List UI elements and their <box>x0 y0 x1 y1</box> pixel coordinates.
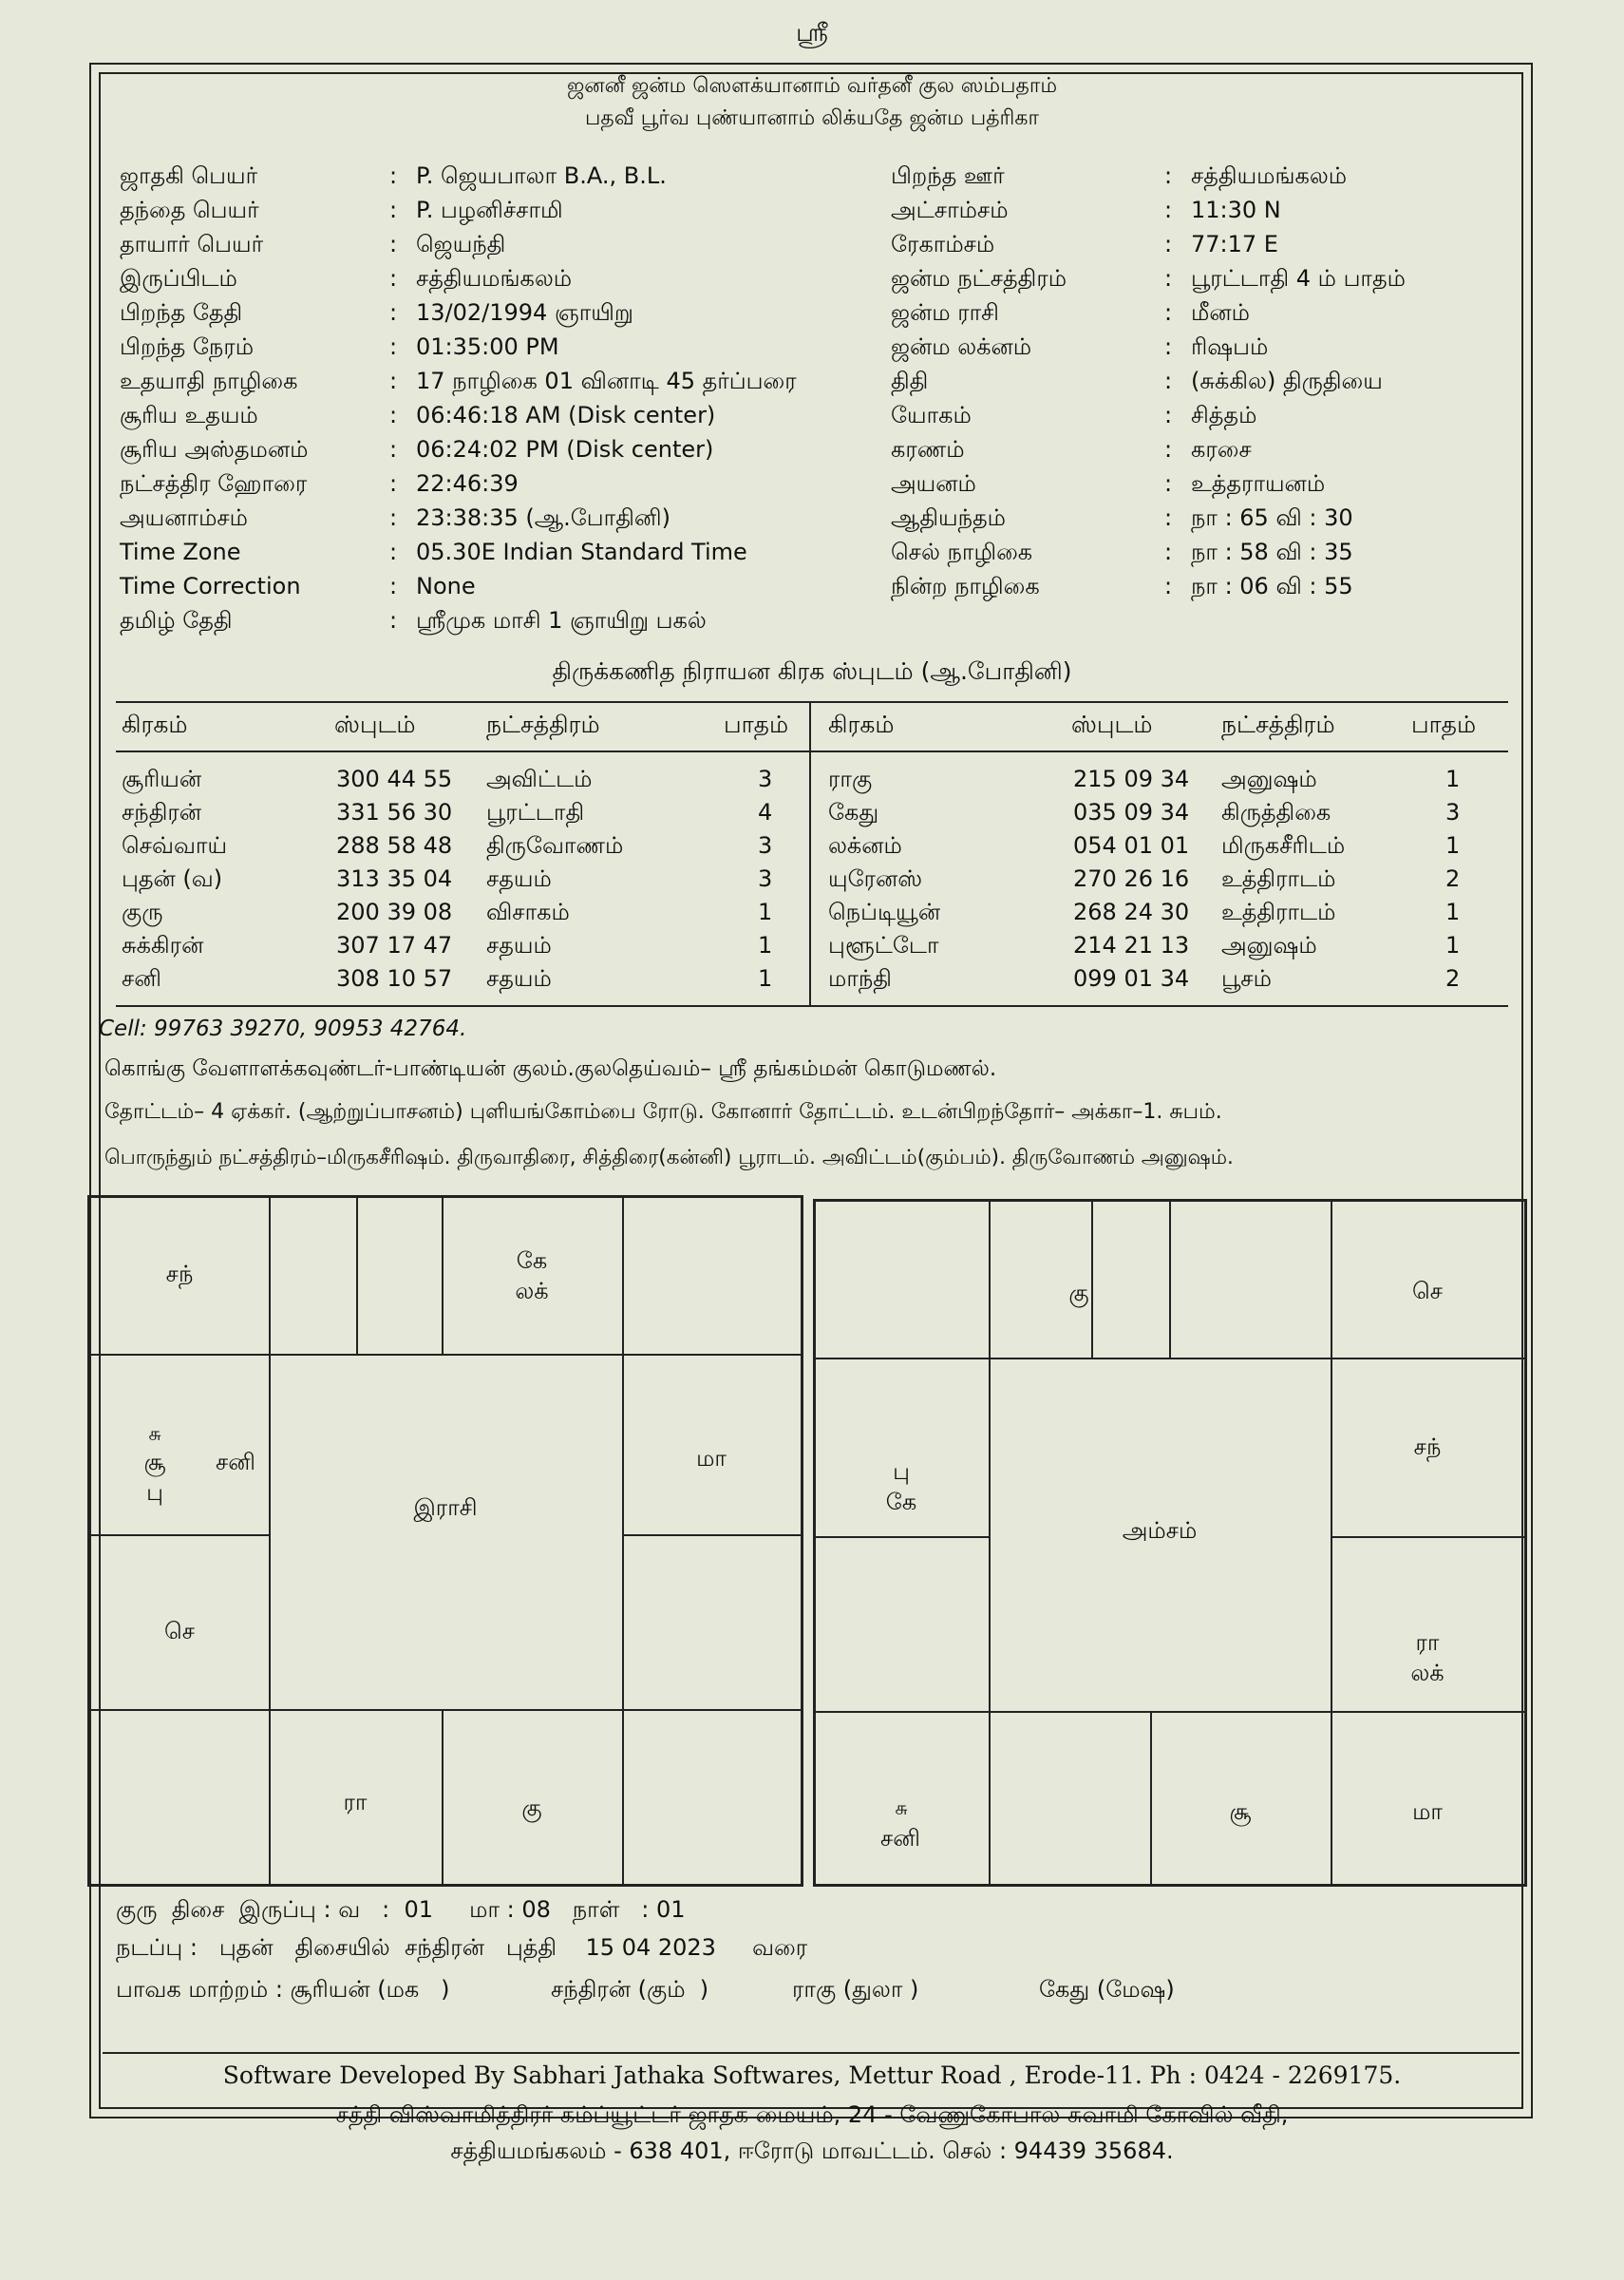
bhava-ketu: கேது (மேஷ) <box>1039 1976 1175 2003</box>
amsam-grid-line <box>816 1711 1524 1713</box>
info-value: 17 நாழிகை 01 வினாடி 45 தர்ப்பரை <box>416 368 797 394</box>
table-cell: 1 <box>1445 899 1461 925</box>
table-cell: கேது <box>828 799 879 826</box>
info-label: செல் நாழிகை <box>891 539 1033 565</box>
info-colon: : <box>389 333 398 360</box>
info-label: ஜன்ம ராசி <box>891 299 999 326</box>
header-line-1: ஜனனீ ஜன்ம ஸௌக்யானாம் வர்தனீ குல ஸம்பதாம் <box>566 74 1058 98</box>
rasi-house-12: சந் <box>165 1261 194 1287</box>
table-cell: அவிட்டம் <box>486 766 593 792</box>
amsam-grid-line <box>1331 1536 1524 1538</box>
info-colon: : <box>389 470 398 497</box>
rasi-house-11-mercury: பு <box>146 1479 163 1506</box>
table-cell: 1 <box>758 932 773 959</box>
info-label: சூரிய உதயம் <box>120 402 258 428</box>
info-value: 11:30 N <box>1191 197 1281 223</box>
info-colon: : <box>1164 436 1173 463</box>
info-label: பிறந்த ஊர் <box>891 162 1005 189</box>
amsam-house-6: சூ <box>1229 1798 1252 1825</box>
rasi-grid-line <box>90 1534 269 1536</box>
info-colon: : <box>1164 368 1173 394</box>
amsam-center-label: அம்சம் <box>1122 1517 1198 1544</box>
bhava-rahu: ராகு (துலா ) <box>792 1976 919 2003</box>
info-colon: : <box>389 436 398 463</box>
info-colon: : <box>1164 299 1173 326</box>
cell-numbers: Cell: 99763 39270, 90953 42764. <box>99 1016 467 1041</box>
info-label: சூரிய அஸ்தமனம் <box>120 436 309 463</box>
info-value: நா : 65 வி : 30 <box>1191 504 1353 531</box>
rasi-house-2-lagna: லக் <box>515 1278 549 1304</box>
current-period: நடப்பு : புதன் திசையில் சந்திரன் புத்தி 15 04 2023 வரை <box>116 1934 808 1961</box>
table-bottom-rule <box>116 1005 1508 1007</box>
info-label: ஆதியந்தம் <box>891 504 1006 531</box>
table-header: கிரகம் <box>122 711 188 738</box>
amsam-house-4-lagna: லக் <box>1410 1660 1445 1686</box>
table-header: நட்சத்திரம் <box>1221 711 1335 738</box>
info-colon: : <box>1164 504 1173 531</box>
info-label: தந்தை பெயர் <box>120 197 259 223</box>
info-label: தமிழ் தேதி <box>120 607 233 634</box>
table-cell: செவ்வாய் <box>122 832 228 859</box>
table-header-rule <box>116 750 1508 752</box>
table-cell: 1 <box>1445 932 1461 959</box>
amsam-house-4-rahu: ரா <box>1415 1629 1440 1656</box>
table-cell: அனுஷம் <box>1221 932 1317 959</box>
info-value: ஜெயந்தி <box>416 231 506 257</box>
table-cell: பூசம் <box>1221 965 1272 992</box>
amsam-house-2: செ <box>1412 1278 1443 1304</box>
table-cell: உத்திராடம் <box>1221 899 1336 925</box>
table-cell: 331 56 30 <box>336 799 453 826</box>
table-cell: திருவோணம் <box>486 832 624 859</box>
rasi-house-11-saturn: சனி <box>216 1449 255 1475</box>
info-value: சத்தியமங்கலம் <box>1191 162 1348 189</box>
table-cell: 2 <box>1445 965 1461 992</box>
info-colon: : <box>389 402 398 428</box>
info-value: ரிஷபம் <box>1191 333 1269 360</box>
table-cell: ராகு <box>828 766 873 792</box>
info-value: மீனம் <box>1191 299 1250 326</box>
info-value: (சுக்கில) திருதியை <box>1191 368 1383 394</box>
table-cell: சந்திரன் <box>122 799 202 826</box>
table-cell: மாந்தி <box>828 965 892 992</box>
amsam-house-11-mercury: பு <box>893 1458 910 1485</box>
amsam-grid-line <box>1169 1202 1171 1358</box>
info-colon: : <box>1164 197 1173 223</box>
rasi-house-2-ketu: கே <box>516 1247 548 1274</box>
amsam-grid-line <box>816 1536 989 1538</box>
table-top-rule <box>116 701 1508 703</box>
sri-heading: ஸ்ரீ <box>796 19 828 48</box>
rasi-house-11-sun: சூ <box>143 1449 166 1475</box>
info-label: பிறந்த தேதி <box>120 299 243 326</box>
info-value: 23:38:35 (ஆ.போதினி) <box>416 504 670 531</box>
table-cell: யுரேனஸ் <box>828 865 923 892</box>
info-label: ரேகாம்சம் <box>891 231 995 257</box>
info-value: நா : 58 வி : 35 <box>1191 539 1353 565</box>
info-value: None <box>416 573 476 599</box>
info-colon: : <box>1164 333 1173 360</box>
info-value: 06:24:02 PM (Disk center) <box>416 436 714 463</box>
info-colon: : <box>1164 573 1173 599</box>
info-value: நா : 06 வி : 55 <box>1191 573 1353 599</box>
table-cell: 300 44 55 <box>336 766 453 792</box>
info-colon: : <box>1164 162 1173 189</box>
rasi-grid-line <box>90 1354 801 1356</box>
info-value: 13/02/1994 ஞாயிறு <box>416 299 633 326</box>
matching-stars-note: பொருந்தும் நட்சத்திரம்–மிருகசீரிஷம். திருவாதிரை, சித்திரை(கன்னி) பூராடம். அவிட்டம்(கும்பம்). திருவோணம் அனுஷம். <box>104 1146 1234 1169</box>
table-cell: 1 <box>758 899 773 925</box>
amsam-house-11-ketu: கே <box>885 1489 917 1515</box>
table-cell: 035 09 34 <box>1073 799 1190 826</box>
amsam-house-12: கு <box>1068 1280 1089 1306</box>
table-cell: 288 58 48 <box>336 832 453 859</box>
info-colon: : <box>1164 402 1173 428</box>
info-value: ஸ்ரீமுக மாசி 1 ஞாயிறு பகல் <box>416 607 707 634</box>
info-label: நின்ற நாழிகை <box>891 573 1040 599</box>
info-value: கரசை <box>1191 436 1252 463</box>
table-cell: சதயம் <box>486 865 552 892</box>
table-cell: 200 39 08 <box>336 899 453 925</box>
info-colon: : <box>389 504 398 531</box>
info-value: P. ஜெயபாலா B.A., B.L. <box>416 162 667 189</box>
table-cell: 054 01 01 <box>1073 832 1190 859</box>
planet-table-title: திருக்கணித நிராயன கிரக ஸ்புடம் (ஆ.போதினி) <box>552 657 1072 685</box>
header-line-2: பதவீ பூர்வ புண்யானாம் லிக்யதே ஜன்ம பத்ரிகா <box>585 106 1039 130</box>
table-cell: லக்னம் <box>828 832 902 859</box>
rasi-grid-line <box>90 1709 801 1711</box>
amsam-house-3: சந் <box>1413 1434 1442 1460</box>
table-cell: சனி <box>122 965 161 992</box>
table-cell: மிருகசீரிடம் <box>1221 832 1346 859</box>
info-label: அயனம் <box>891 470 976 497</box>
table-cell: 2 <box>1445 865 1461 892</box>
community-note: கொங்கு வேளாளக்கவுண்டர்-பாண்டியன் குலம்.குலதெய்வம்– ஸ்ரீ தங்கம்மன் கொடுமணல். <box>104 1056 997 1081</box>
table-cell: நெப்டியூன் <box>828 899 941 925</box>
info-colon: : <box>389 162 398 189</box>
bhava-change: பாவக மாற்றம் : சூரியன் (மக ) <box>116 1976 450 2003</box>
info-value: 06:46:18 AM (Disk center) <box>416 402 716 428</box>
info-label: ஜன்ம நட்சத்திரம் <box>891 265 1067 292</box>
rasi-house-11-venus: சு <box>148 1422 161 1445</box>
table-cell: 270 26 16 <box>1073 865 1190 892</box>
info-colon: : <box>389 231 398 257</box>
table-header: பாதம் <box>1411 711 1477 738</box>
table-cell: புதன் (வ) <box>122 865 223 892</box>
info-colon: : <box>389 299 398 326</box>
info-label: இருப்பிடம் <box>120 265 237 292</box>
rasi-grid-line <box>269 1198 271 1884</box>
table-cell: 099 01 34 <box>1073 965 1190 992</box>
center-city-phone: சத்தியமங்கலம் - 638 401, ஈரோடு மாவட்டம். செல் : 94439 35684. <box>450 2138 1174 2164</box>
table-cell: விசாகம் <box>486 899 570 925</box>
table-cell: 308 10 57 <box>336 965 453 992</box>
amsam-house-9-saturn: சனி <box>880 1825 920 1852</box>
table-cell: கிருத்திகை <box>1221 799 1331 826</box>
amsam-chart <box>813 1199 1527 1887</box>
info-label: கரணம் <box>891 436 965 463</box>
rasi-house-8: ரா <box>343 1789 368 1815</box>
info-label: Time Correction <box>120 573 301 599</box>
info-value: 05.30E Indian Standard Time <box>416 539 747 565</box>
dasa-balance: குரு திசை இருப்பு : வ : 01 மா : 08 நாள் : 01 <box>116 1896 686 1923</box>
rasi-house-10: செ <box>164 1618 195 1644</box>
info-label: யோகம் <box>891 402 972 428</box>
rasi-chart <box>87 1195 803 1887</box>
info-value: 22:46:39 <box>416 470 519 497</box>
table-cell: சதயம் <box>486 932 552 959</box>
table-cell: 313 35 04 <box>336 865 453 892</box>
info-label: நட்சத்திர ஹோரை <box>120 470 308 497</box>
info-label: அட்சாம்சம் <box>891 197 1009 223</box>
rasi-house-3: மா <box>696 1445 727 1472</box>
info-label: பிறந்த நேரம் <box>120 333 255 360</box>
info-colon: : <box>1164 470 1173 497</box>
table-cell: குரு <box>122 899 163 925</box>
table-header: ஸ்புடம் <box>334 711 416 738</box>
info-value: பூரட்டாதி 4 ம் பாதம் <box>1191 265 1406 292</box>
table-cell: உத்திராடம் <box>1221 865 1336 892</box>
table-header: ஸ்புடம் <box>1071 711 1153 738</box>
table-cell: 4 <box>758 799 773 826</box>
table-cell: 1 <box>758 965 773 992</box>
info-colon: : <box>1164 265 1173 292</box>
center-address: சத்தி விஸ்வாமித்திரர் கம்ப்யூட்டர் ஜாதக மையம், 24 - வேணுகோபால சுவாமி கோவில் வீதி, <box>335 2101 1289 2128</box>
table-cell: புளூட்டோ <box>828 932 939 959</box>
info-colon: : <box>389 607 398 634</box>
info-colon: : <box>389 573 398 599</box>
info-colon: : <box>389 368 398 394</box>
info-colon: : <box>389 539 398 565</box>
property-note: தோட்டம்– 4 ஏக்கர். (ஆற்றுப்பாசனம்) புளியங்கோம்பை ரோடு. கோனார் தோட்டம். உடன்பிறந்தோர்– அக்கா–1. சுபம். <box>104 1100 1222 1124</box>
amsam-house-5: மா <box>1412 1798 1443 1825</box>
table-header: நட்சத்திரம் <box>486 711 600 738</box>
amsam-house-9-venus: சு <box>895 1796 908 1819</box>
info-value: சத்தியமங்கலம் <box>416 265 573 292</box>
table-cell: 3 <box>758 832 773 859</box>
rasi-center-label: இராசி <box>413 1494 478 1521</box>
table-divider <box>809 701 811 1005</box>
software-credit: Software Developed By Sabhari Jathaka Softwares, Mettur Road , Erode-11. Ph : 0424 - 2269175. <box>222 2062 1402 2089</box>
info-label: அயனாம்சம் <box>120 504 248 531</box>
table-cell: அனுஷம் <box>1221 766 1317 792</box>
table-cell: 1 <box>1445 832 1461 859</box>
bhava-moon: சந்திரன் (கும் ) <box>551 1976 709 2003</box>
amsam-grid-line <box>816 1358 1524 1359</box>
table-cell: சதயம் <box>486 965 552 992</box>
info-colon: : <box>1164 231 1173 257</box>
table-cell: 268 24 30 <box>1073 899 1190 925</box>
info-label: தாயார் பெயர் <box>120 231 264 257</box>
info-label: உதயாதி நாழிகை <box>120 368 298 394</box>
rasi-grid-line <box>356 1198 358 1354</box>
info-label: Time Zone <box>120 539 241 565</box>
table-cell: 3 <box>758 865 773 892</box>
table-cell: பூரட்டாதி <box>486 799 585 826</box>
info-colon: : <box>389 265 398 292</box>
table-cell: 3 <box>758 766 773 792</box>
table-cell: 215 09 34 <box>1073 766 1190 792</box>
rasi-house-7: கு <box>521 1795 542 1821</box>
info-colon: : <box>389 197 398 223</box>
info-label: ஜன்ம லக்னம் <box>891 333 1032 360</box>
table-header: பாதம் <box>724 711 789 738</box>
info-value: உத்தராயனம் <box>1191 470 1326 497</box>
info-value: 77:17 E <box>1191 231 1278 257</box>
info-label: ஜாதகி பெயர் <box>120 162 258 189</box>
info-value: சித்தம் <box>1191 402 1257 428</box>
table-cell: 3 <box>1445 799 1461 826</box>
table-header: கிரகம் <box>828 711 895 738</box>
info-colon: : <box>1164 539 1173 565</box>
info-value: P. பழனிச்சாமி <box>416 197 563 223</box>
rasi-grid-line <box>622 1534 801 1536</box>
table-cell: சுக்கிரன் <box>122 932 204 959</box>
table-cell: 214 21 13 <box>1073 932 1190 959</box>
info-label: திதி <box>891 368 929 394</box>
rasi-grid-line <box>622 1198 624 1884</box>
info-value: 01:35:00 PM <box>416 333 559 360</box>
table-cell: 1 <box>1445 766 1461 792</box>
table-cell: சூரியன் <box>122 766 202 792</box>
table-cell: 307 17 47 <box>336 932 453 959</box>
